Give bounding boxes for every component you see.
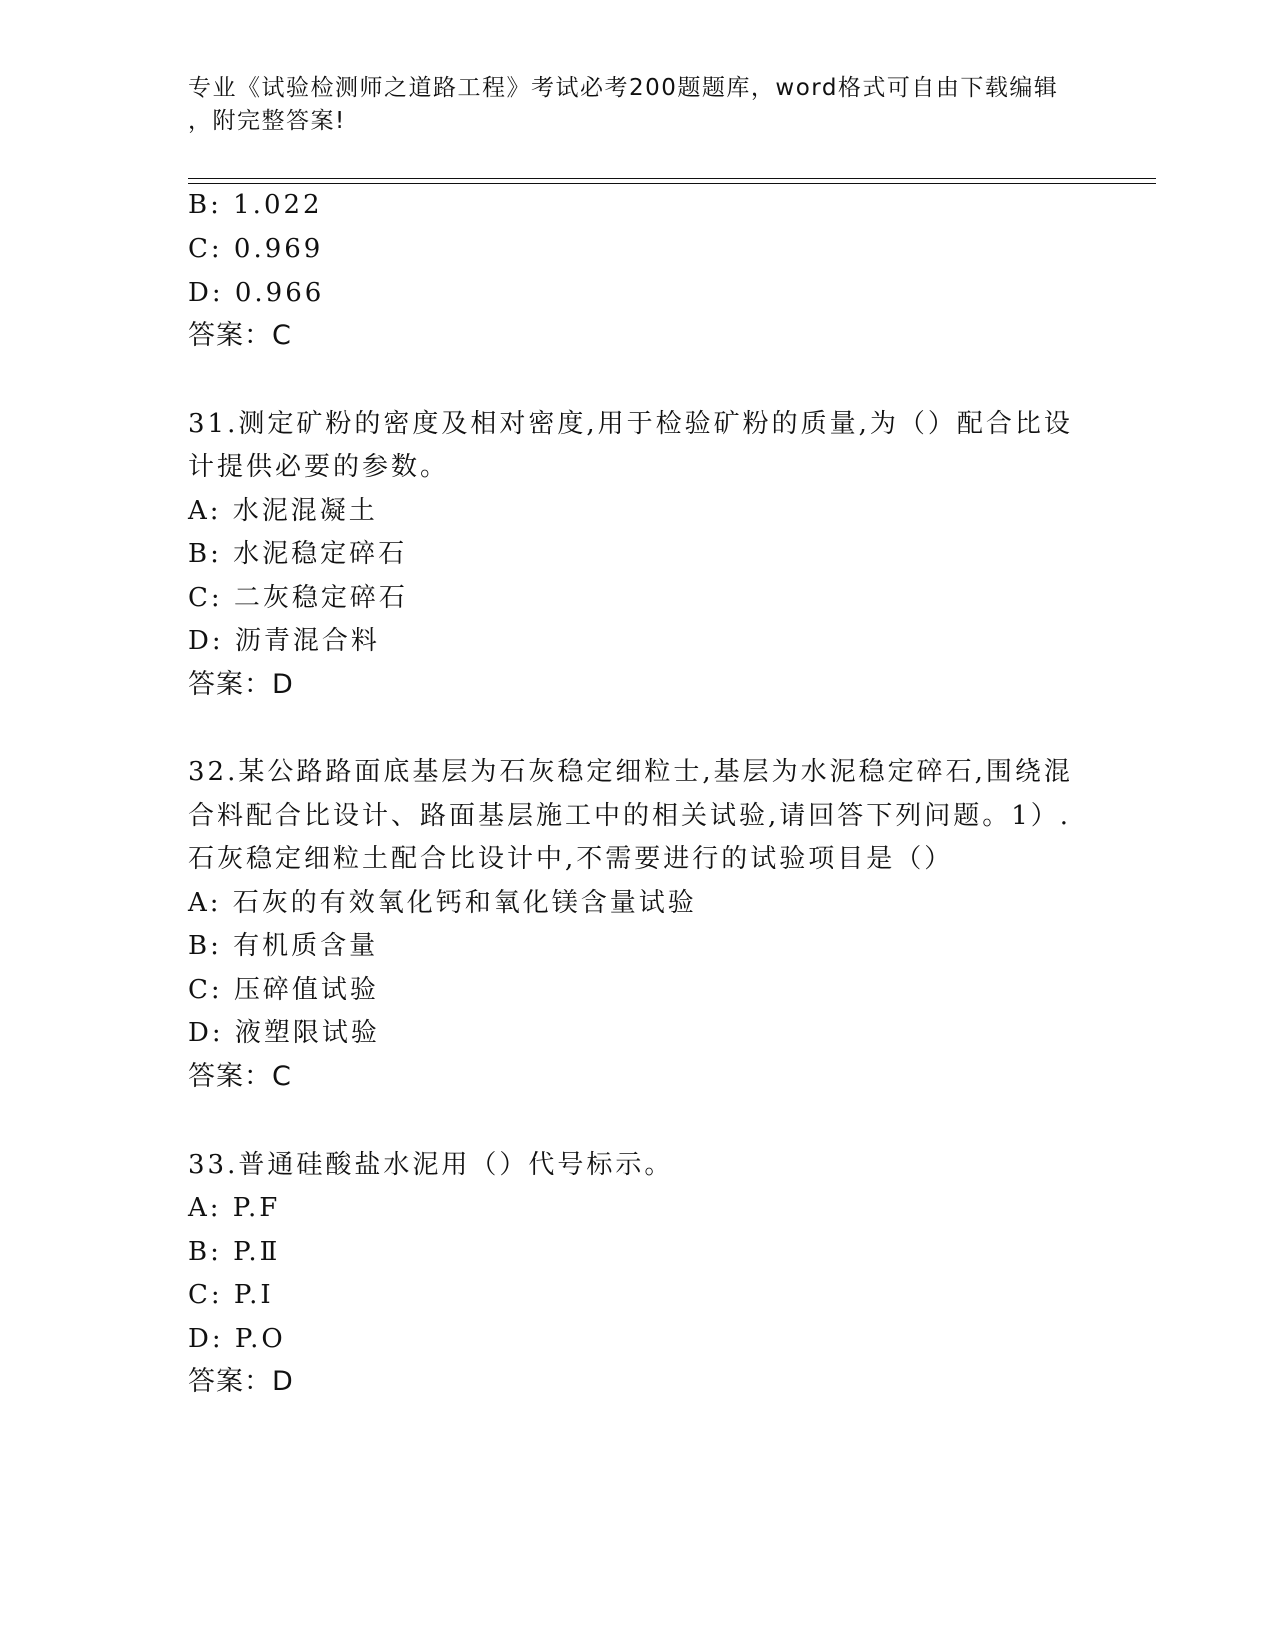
header-divider-top [188,178,1156,179]
q33-stem-line-1: 33.普通硅酸盐水泥用（）代号标示。 [188,1150,674,1180]
q32-option-d: D: 液塑限试验 [188,1018,380,1048]
header-divider-bottom [188,183,1156,184]
q33-option-d: D: P.O [188,1324,286,1354]
q31-option-c: C: 二灰稳定碎石 [188,583,408,613]
q32-option-b: B: 有机质含量 [188,931,379,961]
q31-stem-line-1: 31.测定矿粉的密度及相对密度,用于检验矿粉的质量,为（）配合比设 [188,409,1073,439]
q32-stem-line-1: 32.某公路路面底基层为石灰稳定细粒士,基层为水泥稳定碎石,围绕混 [188,757,1073,787]
header-title-line-2: ，附完整答案! [188,108,346,134]
q32-option-c: C: 压碎值试验 [188,975,379,1005]
q33-option-b: B: P.Ⅱ [188,1237,281,1267]
q31-option-d: D: 沥青混合料 [188,626,380,656]
prev-option-b: B: 1.022 [188,190,323,220]
q32-option-a: A: 石灰的有效氧化钙和氧化镁含量试验 [188,888,697,918]
q32-stem-line-2: 合料配合比设计、路面基层施工中的相关试验,请回答下列问题。1）. [188,801,1072,831]
q31-stem-line-2: 计提供必要的参数。 [188,452,450,482]
prev-answer: 答案：C [188,320,292,351]
q32-stem-line-3: 石灰稳定细粒土配合比设计中,不需要进行的试验项目是（） [188,844,954,874]
q33-answer: 答案：D [188,1366,294,1397]
document-header [188,72,1088,138]
header-title-line-1: 专业《试验检测师之道路工程》考试必考200题题库，word格式可自由下载编辑 [188,75,1059,101]
q31-option-a: A: 水泥混凝土 [188,496,378,526]
q32-answer: 答案：C [188,1061,292,1092]
q31-option-b: B: 水泥稳定碎石 [188,539,408,569]
prev-option-c: C: 0.969 [188,234,324,264]
prev-option-d: D: 0.966 [188,278,325,308]
q33-option-a: A: P.F [188,1193,281,1223]
q31-answer: 答案：D [188,669,294,700]
q33-option-c: C: P.I [188,1280,274,1310]
